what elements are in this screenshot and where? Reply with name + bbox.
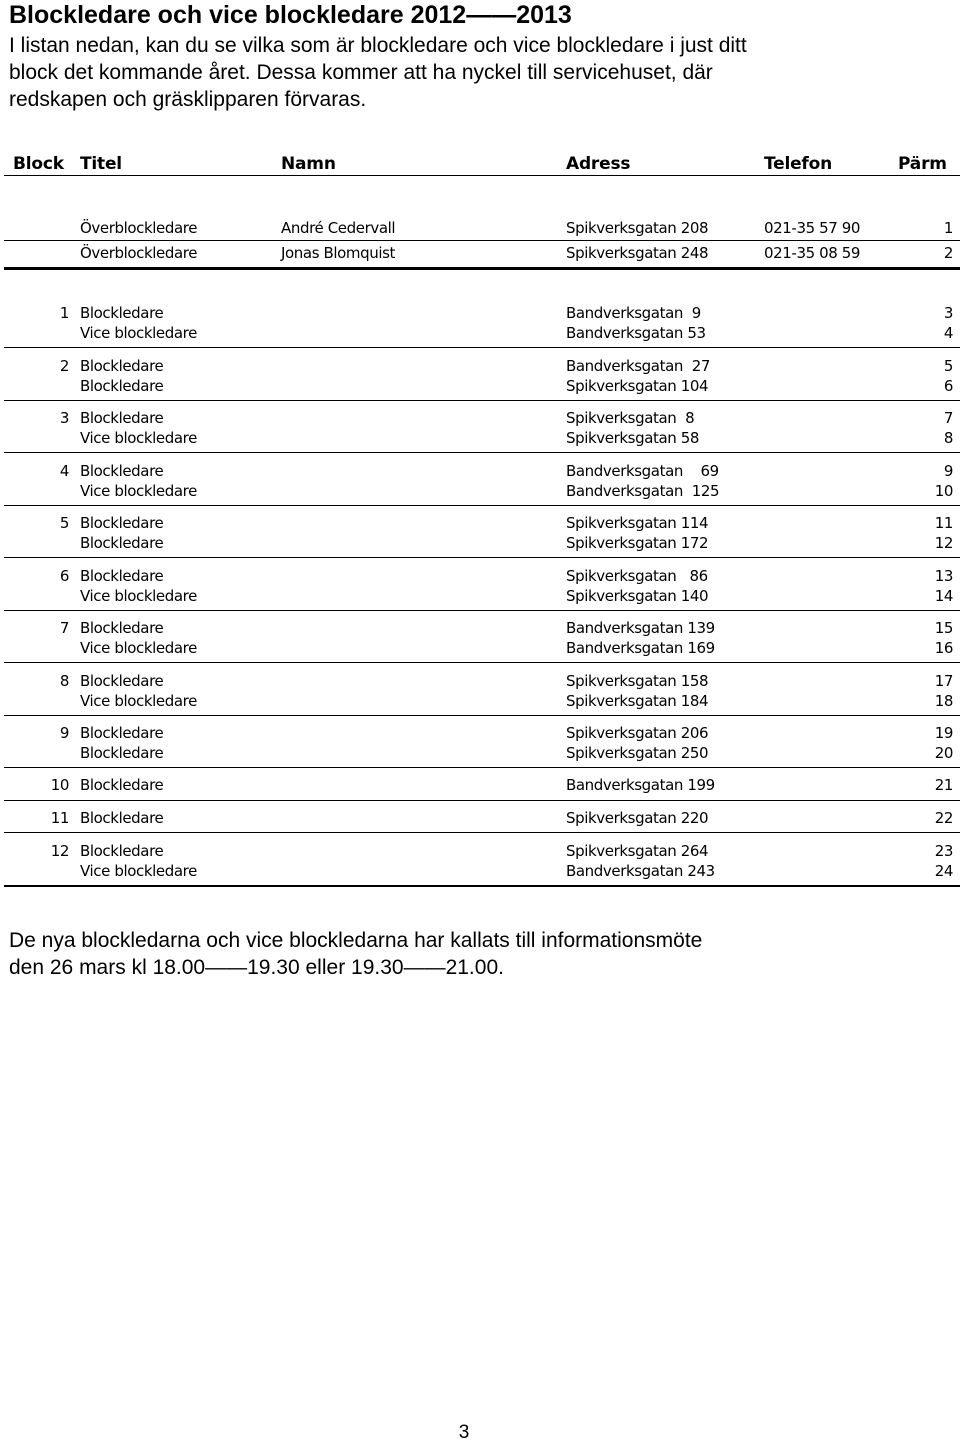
group-rule xyxy=(4,662,960,663)
row-parm: 8 xyxy=(943,429,953,447)
intro-line: redskapen och gräsklipparen förvaras. xyxy=(9,88,367,111)
top-row-parm: 1 xyxy=(943,219,953,237)
header-block: Block xyxy=(13,154,64,174)
group-rule xyxy=(4,505,960,506)
row-adress: Spikverksgatan 86 xyxy=(566,567,708,585)
row-adress: Spikverksgatan 140 xyxy=(566,587,709,605)
row-titel: Blockledare xyxy=(80,809,164,827)
row-parm: 13 xyxy=(934,567,953,585)
row-titel: Blockledare xyxy=(80,409,164,427)
top-row-namn: André Cedervall xyxy=(281,219,396,237)
top-row-titel: Överblockledare xyxy=(80,244,198,262)
header-telefon: Telefon xyxy=(764,154,833,174)
row-titel: Blockledare xyxy=(80,776,164,794)
group-rule xyxy=(4,767,960,768)
group-rule xyxy=(4,832,960,833)
row-parm: 6 xyxy=(943,377,953,395)
top-row-adress: Spikverksgatan 248 xyxy=(566,244,709,262)
block-number: 6 xyxy=(59,567,69,585)
row-parm: 18 xyxy=(934,692,953,710)
row-adress: Bandverksgatan 69 xyxy=(566,462,719,480)
row-titel: Blockledare xyxy=(80,304,164,322)
row-parm: 16 xyxy=(934,639,953,657)
block-number: 2 xyxy=(59,357,69,375)
top-row-parm: 2 xyxy=(943,244,953,262)
top-row-namn: Jonas Blomquist xyxy=(281,244,396,262)
row-titel: Blockledare xyxy=(80,377,164,395)
intro-line: block det kommande året. Dessa kommer att ha nyckel till servicehuset, där xyxy=(9,61,713,84)
section-rule xyxy=(4,267,960,270)
page-title: Blockledare och vice blockledare 2012——2013 xyxy=(9,1,572,29)
row-titel: Blockledare xyxy=(80,514,164,532)
row-titel: Blockledare xyxy=(80,842,164,860)
row-adress: Spikverksgatan 172 xyxy=(566,534,709,552)
row-adress: Bandverksgatan 169 xyxy=(566,639,715,657)
row-adress: Spikverksgatan 104 xyxy=(566,377,709,395)
row-titel: Blockledare xyxy=(80,672,164,690)
intro-line: I listan nedan, kan du se vilka som är blockledare och vice blockledare i just ditt xyxy=(9,34,747,57)
group-rule xyxy=(4,400,960,401)
group-rule xyxy=(4,715,960,716)
row-parm: 3 xyxy=(943,304,953,322)
row-parm: 9 xyxy=(943,462,953,480)
group-rule xyxy=(4,452,960,453)
footer-line: De nya blockledarna och vice blockledarna har kallats till informationsmöte xyxy=(9,929,703,952)
row-adress: Bandverksgatan 199 xyxy=(566,776,715,794)
row-titel: Blockledare xyxy=(80,744,164,762)
top-row-telefon: 021-35 08 59 xyxy=(764,244,861,262)
row-parm: 15 xyxy=(934,619,953,637)
row-adress: Bandverksgatan 53 xyxy=(566,324,706,342)
group-rule xyxy=(4,610,960,611)
row-adress: Spikverksgatan 58 xyxy=(566,429,700,447)
row-titel: Blockledare xyxy=(80,534,164,552)
row-adress: Spikverksgatan 184 xyxy=(566,692,709,710)
header-adress: Adress xyxy=(566,154,631,174)
row-parm: 7 xyxy=(943,409,953,427)
row-parm: 11 xyxy=(934,514,953,532)
row-parm: 5 xyxy=(943,357,953,375)
header-namn: Namn xyxy=(281,154,336,174)
block-number: 3 xyxy=(59,409,69,427)
row-titel: Vice blockledare xyxy=(80,692,197,710)
block-number: 7 xyxy=(59,619,69,637)
row-titel: Blockledare xyxy=(80,357,164,375)
intro-paragraph xyxy=(9,32,909,113)
block-number: 10 xyxy=(50,776,69,794)
row-parm: 24 xyxy=(934,862,953,880)
row-titel: Vice blockledare xyxy=(80,429,197,447)
footer-line: den 26 mars kl 18.00——19.30 eller 19.30——21.00. xyxy=(9,956,504,979)
row-adress: Spikverksgatan 220 xyxy=(566,809,709,827)
row-titel: Blockledare xyxy=(80,619,164,637)
row-titel: Blockledare xyxy=(80,724,164,742)
row-parm: 12 xyxy=(934,534,953,552)
row-titel: Vice blockledare xyxy=(80,587,197,605)
row-parm: 14 xyxy=(934,587,953,605)
block-number: 5 xyxy=(59,514,69,532)
block-number: 8 xyxy=(59,672,69,690)
row-titel: Vice blockledare xyxy=(80,639,197,657)
top-row-adress: Spikverksgatan 208 xyxy=(566,219,709,237)
row-parm: 10 xyxy=(934,482,953,500)
group-rule xyxy=(4,885,960,887)
row-adress: Spikverksgatan 206 xyxy=(566,724,709,742)
block-number: 9 xyxy=(59,724,69,742)
group-rule xyxy=(4,557,960,558)
header-rule xyxy=(4,175,960,176)
row-titel: Vice blockledare xyxy=(80,482,197,500)
row-adress: Bandverksgatan 125 xyxy=(566,482,720,500)
row-adress: Spikverksgatan 114 xyxy=(566,514,709,532)
row-parm: 22 xyxy=(934,809,953,827)
row-titel: Vice blockledare xyxy=(80,862,197,880)
block-number: 11 xyxy=(50,809,69,827)
row-parm: 23 xyxy=(934,842,953,860)
header-parm: Pärm xyxy=(898,154,947,174)
row-adress: Spikverksgatan 8 xyxy=(566,409,695,427)
footer-note xyxy=(9,927,909,981)
row-titel: Blockledare xyxy=(80,462,164,480)
row-parm: 19 xyxy=(934,724,953,742)
block-number: 1 xyxy=(59,304,69,322)
block-number: 4 xyxy=(59,462,69,480)
block-number: 12 xyxy=(50,842,69,860)
row-titel: Blockledare xyxy=(80,567,164,585)
row-adress: Spikverksgatan 250 xyxy=(566,744,709,762)
row-titel: Vice blockledare xyxy=(80,324,197,342)
top-row-telefon: 021-35 57 90 xyxy=(764,219,861,237)
group-rule xyxy=(4,347,960,348)
row-adress: Spikverksgatan 264 xyxy=(566,842,709,860)
row-adress: Bandverksgatan 27 xyxy=(566,357,711,375)
row-adress: Bandverksgatan 139 xyxy=(566,619,715,637)
top-row-titel: Överblockledare xyxy=(80,219,198,237)
header-titel: Titel xyxy=(80,154,122,174)
row-rule xyxy=(4,240,960,241)
row-adress: Spikverksgatan 158 xyxy=(566,672,709,690)
row-adress: Bandverksgatan 9 xyxy=(566,304,701,322)
page-number: 3 xyxy=(458,1422,470,1443)
row-parm: 21 xyxy=(934,776,953,794)
row-parm: 17 xyxy=(934,672,953,690)
group-rule xyxy=(4,800,960,801)
row-parm: 4 xyxy=(943,324,953,342)
row-adress: Bandverksgatan 243 xyxy=(566,862,715,880)
row-parm: 20 xyxy=(934,744,953,762)
